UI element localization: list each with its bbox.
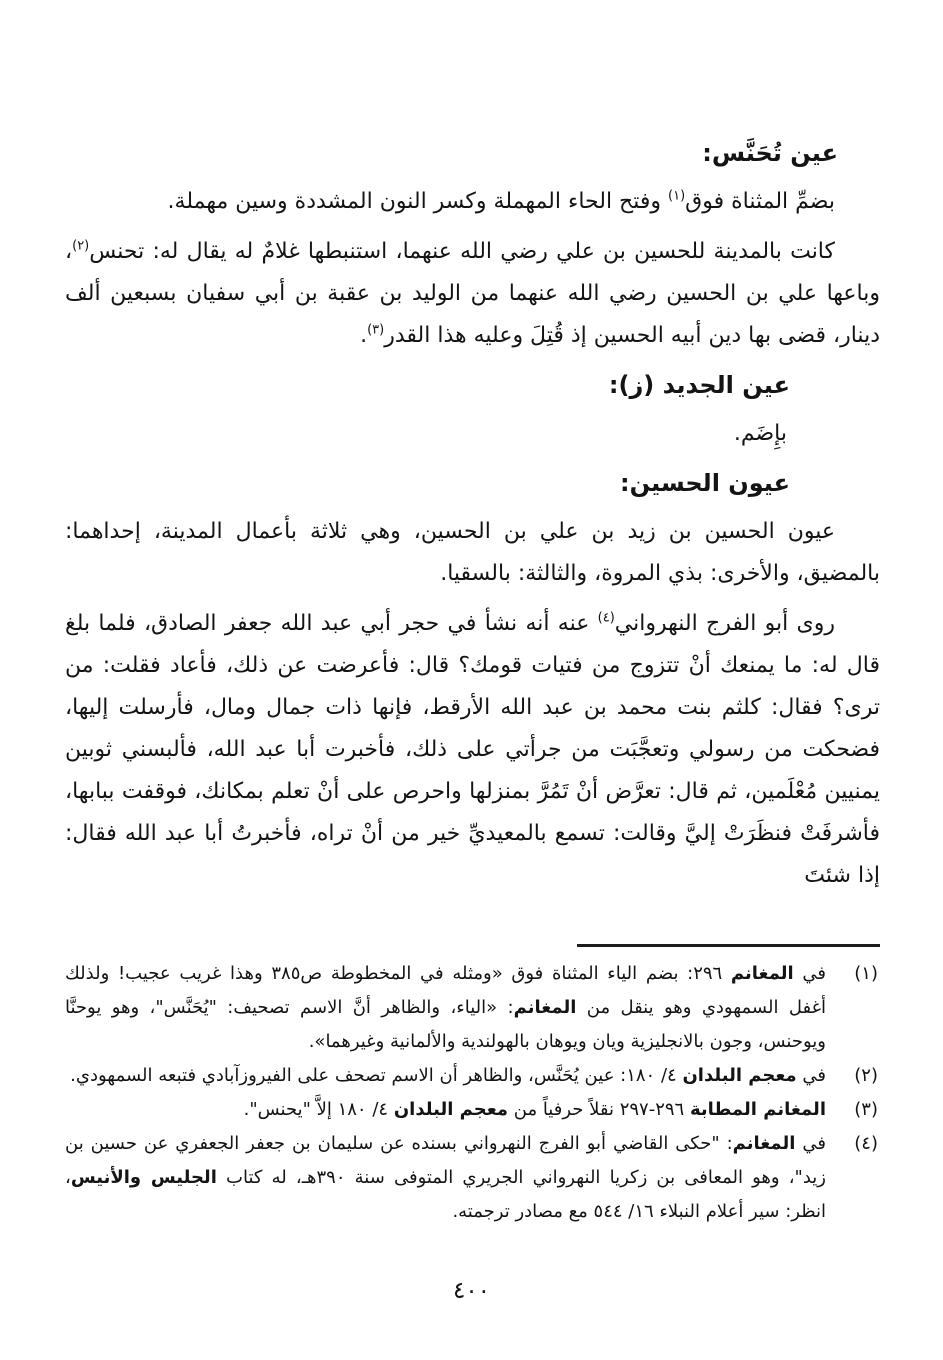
text-segment: ٤/ ١٨٠ إلاَّ "يحنس".: [243, 1099, 394, 1120]
paragraph-rawa: [65, 603, 880, 897]
entry-heading-ayn-tuhannas: عين تُحَنَّس:: [702, 139, 838, 167]
footnote-ref: (١): [668, 188, 686, 204]
text-segment: ٢٩٦-٢٩٧ نقلاً حرفياً من: [508, 1099, 690, 1120]
text-segment: ٤/ ١٨٠: عين يُحَنَّس، والظاهر أن الاسم تصحف على الفيروزآبادي فتبعه السمهودي.: [70, 1065, 683, 1086]
footnote-separator: [577, 944, 880, 947]
paragraph-uyun-alhusayn: [65, 511, 880, 595]
footnote-text: [244, 1099, 826, 1120]
footnote-item: [65, 1059, 880, 1093]
text-segment: روى أبو الفرج النهرواني: [614, 611, 835, 636]
footnote-item: [65, 1093, 880, 1127]
text-segment: عيون الحسين بن زيد بن علي بن الحسين، وهي ثلاثة بأعمال المدينة، إحداهما: بالمضيق، والأخرى: بذي المروة، والثالثة: بالسقيا.: [65, 519, 880, 586]
paragraph-ayn-tuhannas: [65, 231, 880, 357]
footnote-number: (١): [854, 963, 878, 984]
footnote-number: (٤): [854, 1133, 878, 1154]
text-segment: المغانم: [732, 1133, 796, 1154]
text-segment: عنه أنه نشأ في حجر أبي عبد الله جعفر الصادق، فلما بلغ قال له: ما يمنعك أنْ تتزوج من فتيات قومك؟ قال: فأعرضت عن ذلك، فأعاد فقلت: من ترى؟ فقال: كلثم بنت محمد بن عبد الله الأرقط، فإنها ذات جمال ومال، فأرسلت إليها، فضحكت من رسولي وتعجَّبَت من جرأتي على ذلك، فأخبرت أبا عبد الله، فألبسني ثوبين يمنيين مُعْلَمين، ثم قال: تعرَّض أنْ تَمُرَّ بمنزلها واحرص على أنْ تعلم بمكانك، فوقفت ببابها، فأشرفَتْ فنظَرَتْ إليَّ وقالت: تسمع بالمعيديِّ خير من أنْ تراه، فأخبرتُ أبا عبد الله فقال: إذا شئتَ: [65, 611, 880, 888]
footnote-text: [70, 1065, 826, 1086]
text-segment: معجم البلدان: [393, 1099, 509, 1120]
text-segment: في: [795, 1133, 826, 1154]
entry-heading-uyun-alhusayn: عيون الحسين:: [619, 469, 790, 497]
text-segment: المغانم: [730, 963, 794, 984]
main-text-section: [65, 133, 880, 945]
footnote-item: [65, 957, 880, 1059]
page-number: ٤٠٠: [452, 1278, 491, 1304]
text-segment: : «الياء، والظاهر أنَّ الاسم تصحيف: "يُحَنَّس"، وهو يوحنَّا ويوحنس، وجون بالانجليزية ويان ويوهان بالهولندية والألمانية وغيرهما».: [65, 997, 826, 1052]
footnote-ref: (٢): [72, 238, 90, 254]
text-segment: المغانم: [513, 997, 577, 1018]
text-segment: ، انظر: سير أعلام النبلاء ١٦/ ٥٤٤ مع مصادر ترجمته.: [65, 1167, 826, 1222]
footnote-number: (٢): [854, 1065, 878, 1086]
text-segment: المغانم المطابة: [689, 1099, 826, 1120]
text-segment: .: [360, 323, 368, 348]
footnote-text: [65, 1133, 826, 1222]
text-segment: كانت بالمدينة للحسين بن علي رضي الله عنهما، استنبطها غلامٌ له يقال له: تحنس: [89, 239, 835, 264]
text-segment: وفتح الحاء المهملة وكسر النون المشددة وسين مهملة.: [167, 189, 669, 214]
footnote-item: [65, 1127, 880, 1229]
footnote-ref: (٤): [597, 610, 615, 626]
text-segment: بضمِّ المثناة فوق: [685, 189, 835, 214]
text-segment: ٢٩٦: بضم الياء المثناة فوق «ومثله في المخطوطة ص٣٨٥ وهذا غريب عجيب! ولذلك أغفل السمهودي وهو ينقل من: [65, 963, 826, 1018]
footnotes-section: [65, 957, 880, 1269]
text-segment: : "حكى القاضي أبو الفرج النهرواني بسنده عن سليمان بن جعفر الجعفري عن حسين بن زيد"، وهو المعافى بن زكريا النهرواني الجريري المتوفى سنة ٣٩٠هـ، له كتاب: [65, 1133, 826, 1188]
badam-line: بإِضَم.: [733, 421, 787, 446]
footnote-number: (٣): [854, 1099, 878, 1120]
text-segment: معجم البلدان: [682, 1065, 797, 1086]
text-segment: في: [796, 1065, 826, 1086]
pronunciation-line: [65, 181, 880, 223]
entry-heading-ayn-aljadid: عين الجديد (ز):: [608, 371, 790, 399]
text-segment: ، وباعها علي بن الحسين رضي الله عنهما من الوليد بن عقبة بن أبي سفيان بسبعين ألف دينار، قضى بها دين أبيه الحسين إذ قُتِلَ وعليه هذا القدر: [65, 239, 880, 348]
text-segment: الجليس والأنيس: [70, 1167, 217, 1188]
footnote-text: [65, 963, 826, 1052]
footnote-ref: (٣): [367, 322, 385, 338]
text-segment: في: [793, 963, 826, 984]
